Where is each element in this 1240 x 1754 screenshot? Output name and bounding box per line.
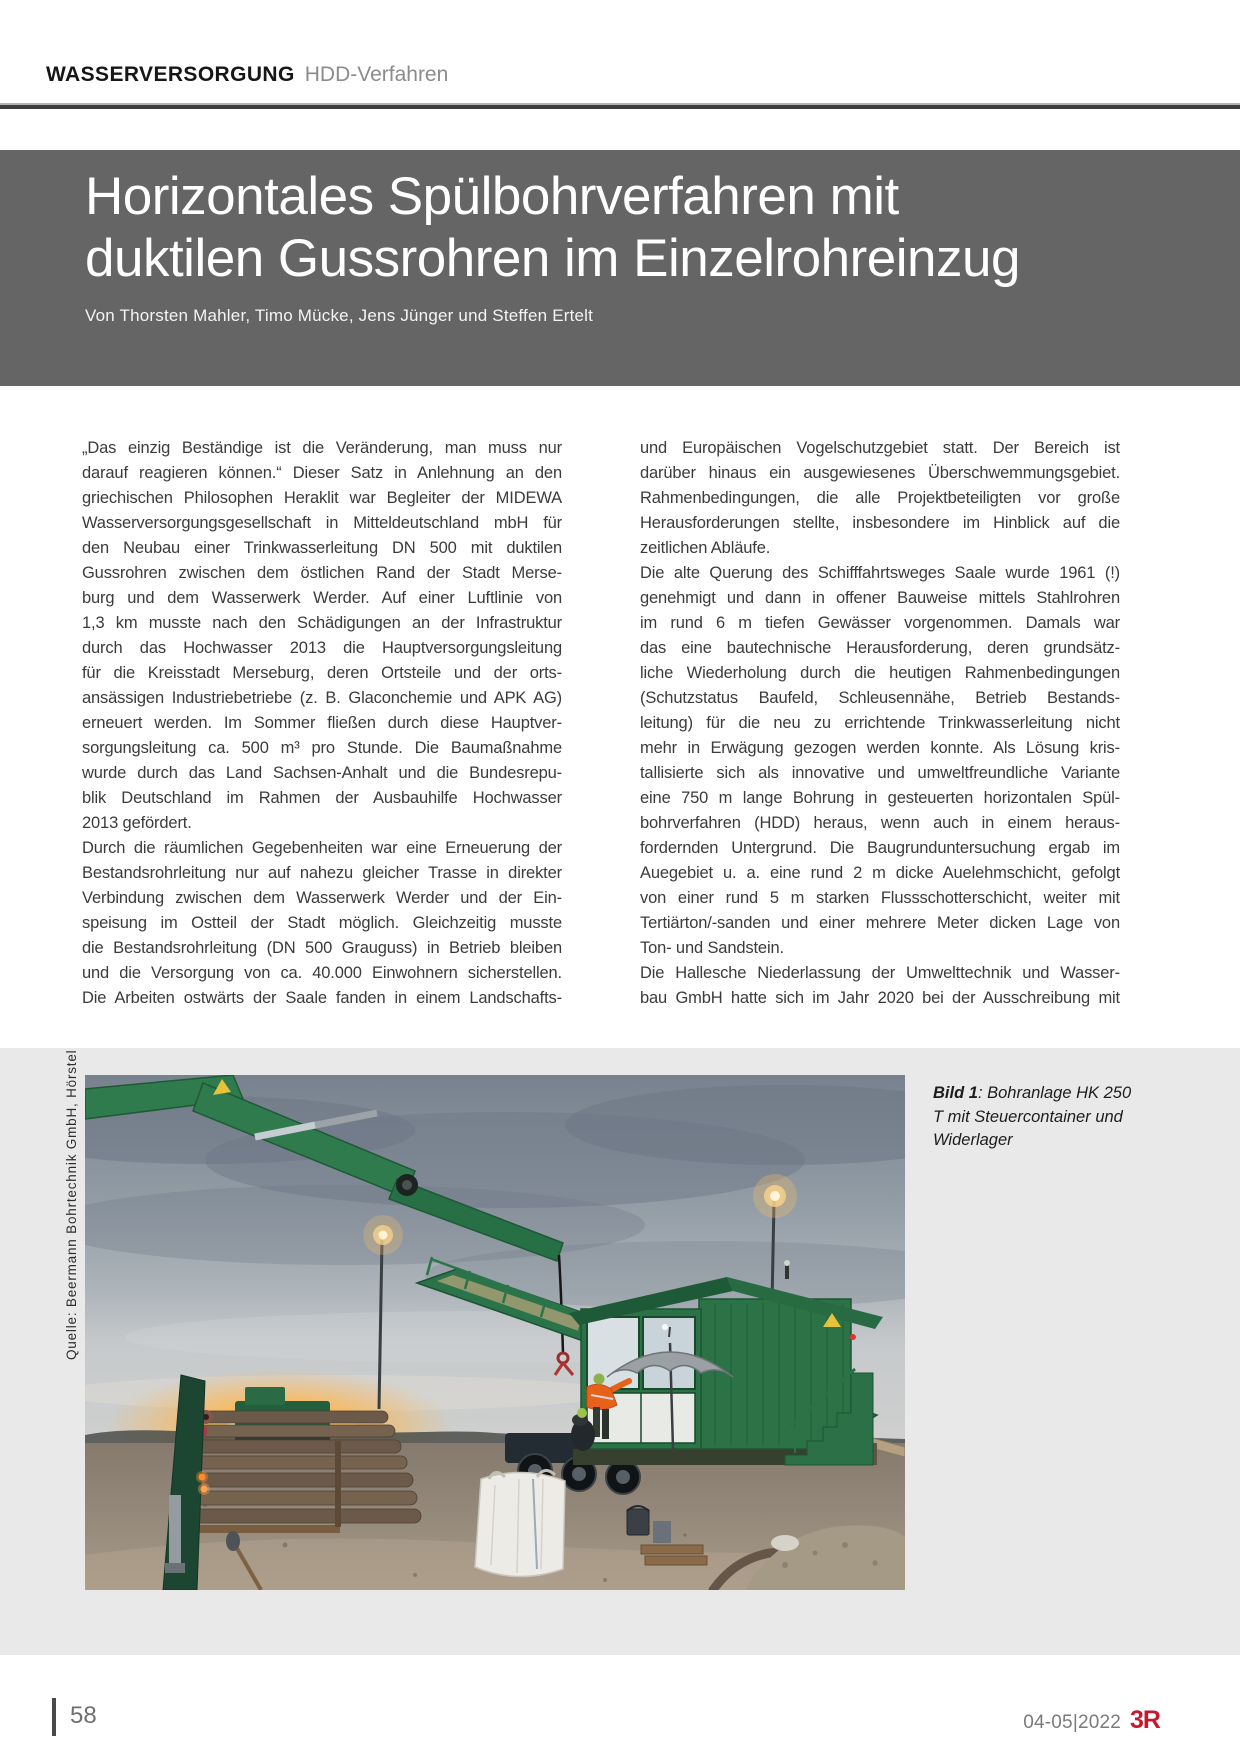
figure-caption-text: : Bohranlage HK 250 T mit Steuercontainer und Widerlager [933, 1084, 1132, 1149]
page-kicker [46, 62, 448, 88]
body-text-line: liche Wiederholung durch die heutigen Rahmenbedingungen [640, 664, 1120, 682]
body-text-line: Durch die räumlichen Gegebenheiten war eine Erneuerung der [82, 839, 562, 857]
bucket [627, 1509, 649, 1535]
article-title-line2: duktilen Gussrohren im Einzelrohreinzug [85, 229, 1020, 288]
body-text-line: Die Hallesche Niederlassung der Umwelttechnik und Wasser- [640, 964, 1120, 982]
body-text-line: 1,3 km musste nach den Schädigungen an der Infrastruktur [82, 614, 562, 632]
figure-caption-label: Bild 1 [933, 1084, 978, 1102]
body-text-line: burg und dem Wasserwerk Werder. Auf einer Luftlinie von [82, 589, 562, 607]
body-text-line: und Europäischen Vogelschutzgebiet statt. Der Bereich ist [640, 439, 1120, 457]
body-text-line: 2013 gefördert. [82, 814, 192, 832]
body-text-line: Bestandsrohrleitung nur auf nahezu gleicher Trasse in direkter [82, 864, 562, 882]
body-text-line: tallisierte sich als innovative und umweltfreundliche Variante [640, 764, 1120, 782]
page-number: 58 [70, 1702, 97, 1729]
body-text-line: erneuert werden. Im Sommer fließen durch diese Hauptver- [82, 714, 562, 732]
article-title [0, 150, 1240, 290]
body-text-line: „Das einzig Beständige ist die Veränderung, man muss nur [82, 439, 562, 457]
body-text-line: den Neubau einer Trinkwasserleitung DN 500 mit duktilen [82, 539, 562, 557]
body-text-line: bau GmbH hatte sich im Jahr 2020 bei der Ausschreibung mit [640, 989, 1120, 1007]
body-text-line: die Bestandsrohrleitung (DN 500 Grauguss) in Betrieb bleiben [82, 939, 562, 957]
right-column [640, 436, 1120, 1011]
issue-date: 04-05|2022 [1023, 1712, 1122, 1733]
magazine-logo: 3R [1130, 1706, 1160, 1734]
article-body [82, 436, 1120, 1011]
body-text-line: Tertiärton/-sanden und einer mehrere Meter dicken Lage von [640, 914, 1120, 932]
body-text-line: Rahmenbedingungen, die alle Projektbeteiligten vor große [640, 489, 1120, 507]
left-column [82, 436, 562, 1011]
body-text-line: fordernden Untergrund. Die Baugrunduntersuchung ergab im [640, 839, 1120, 857]
body-text-line: und die Versorgung von ca. 40.000 Einwohnern sicherstellen. [82, 964, 562, 982]
body-text-line: Gussrohren zwischen dem östlichen Rand der Stadt Merse- [82, 564, 562, 582]
big-bag [475, 1470, 565, 1576]
photo-illustration [85, 1075, 905, 1590]
body-text-line: sorgungsleitung ca. 500 m³ pro Stunde. Die Baumaßnahme [82, 739, 562, 757]
figure-caption [933, 1082, 1143, 1153]
body-text-line: für die Kreisstadt Merseburg, deren Ortsteile und der orts- [82, 664, 562, 682]
body-text-line: Die Arbeiten ostwärts der Saale fanden in einem Landschafts- [82, 989, 562, 1007]
body-text-line: (Schutzstatus Baufeld, Schleusennähe, Betrieb Bestands- [640, 689, 1120, 707]
article-title-line1: Horizontales Spülbohrverfahren mit [85, 167, 899, 226]
body-text-line: eine 750 m lange Bohrung in gesteuerten horizontalen Spül- [640, 789, 1120, 807]
body-text-line: bohrverfahren (HDD) heraus, wenn auch in einem heraus- [640, 814, 1120, 832]
body-text-line: ansässigen Industriebetriebe (z. B. Glaconchemie und APK AG) [82, 689, 562, 707]
body-text-line: durch das Hochwasser 2013 die Hauptversorgungsleitung [82, 639, 562, 657]
body-text-line: Herausforderungen stellte, insbesondere im Hinblick auf die [640, 514, 1120, 532]
figure-panel [0, 1048, 1240, 1655]
body-text-line: blik Deutschland im Rahmen der Ausbauhilfe Hochwasser [82, 789, 562, 807]
body-text-line: zeitlichen Abläufe. [640, 539, 771, 557]
body-text-line: darauf reagieren können.“ Dieser Satz in Anlehnung an den [82, 464, 562, 482]
title-block [0, 150, 1240, 386]
body-text-line: genehmigt und dann in offener Bauweise mittels Stahlrohren [640, 589, 1120, 607]
body-text-line: im rund 6 m tiefen Gewässer vorgenommen. Damals war [640, 614, 1120, 632]
authors-line: Von Thorsten Mahler, Timo Mücke, Jens Jünger und Steffen Ertelt [85, 306, 594, 325]
body-text-line: von einer rund 5 m starken Flussschotterschicht, weiter mit [640, 889, 1120, 907]
construction-site-photo [85, 1075, 905, 1590]
section-label: WASSERVERSORGUNG [46, 63, 295, 86]
body-text-line: mehr in Erwägung gezogen werden konnte. Als Lösung kris- [640, 739, 1120, 757]
header-rule [0, 103, 1240, 109]
body-text-line: darüber hinaus ein ausgewiesenes Überschwemmungsgebiet. [640, 464, 1120, 482]
helmet [594, 1374, 605, 1385]
body-text-line: Die alte Querung des Schifffahrtsweges Saale wurde 1961 (!) [640, 564, 1120, 582]
body-text-line: das eine bautechnische Herausforderung, deren grundsätz- [640, 639, 1120, 657]
body-text-line: Auegebiet u. a. eine rund 2 m dicke Auelehmschicht, gefolgt [640, 864, 1120, 882]
footer-page-bar [52, 1698, 56, 1736]
photo-credit: Quelle: Beermann Bohrtechnik GmbH, Hörstel [64, 1049, 79, 1360]
body-text-line: wurde durch das Land Sachsen-Anhalt und die Bundesrepu- [82, 764, 562, 782]
body-text-line: Ton- und Sandstein. [640, 939, 784, 957]
body-text-line: griechischen Philosophen Heraklit war Begleiter der MIDEWA [82, 489, 562, 507]
topic-label: HDD-Verfahren [304, 63, 449, 86]
footer-issue-block [1023, 1706, 1160, 1735]
body-text-line: speisung im Ostteil der Stadt möglich. Gleichzeitig musste [82, 914, 562, 932]
body-text-line: Wasserversorgungsgesellschaft in Mitteldeutschland mbH für [82, 514, 562, 532]
body-text-line: Verbindung zwischen dem Wasserwerk Werder und der Ein- [82, 889, 562, 907]
body-text-line: leitung) für die neu zu errichtende Trinkwasserleitung nicht [640, 714, 1120, 732]
